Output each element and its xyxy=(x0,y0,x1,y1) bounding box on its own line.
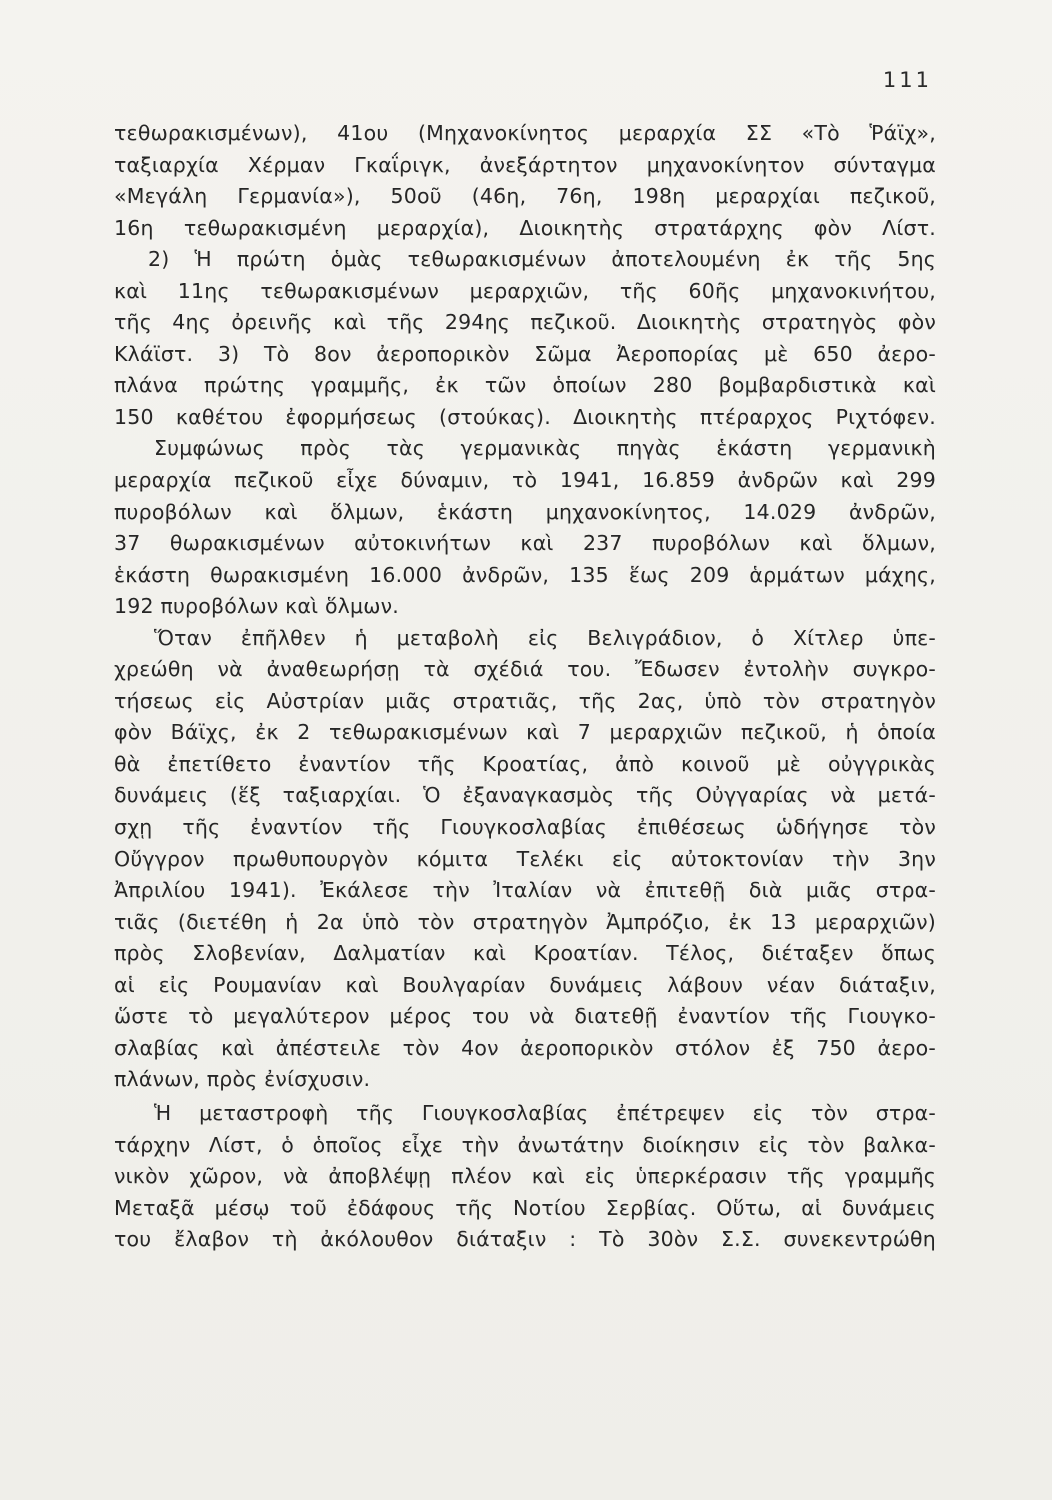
text-line: Ἀπριλίου 1941). Ἐκάλεσε τὴν Ἰταλίαν νὰ ἐπιτεθῇ διὰ μιᾶς στρα- xyxy=(114,878,936,903)
text-line: 16η τεθωρακισμένη μεραρχία), Διοικητὴς στρατάρχης φὸν Λίστ. xyxy=(114,215,936,240)
text-line: σλαβίας καὶ ἀπέστειλε τὸν 4ον ἀεροπορικὸν στόλον ἐξ 750 ἀερο- xyxy=(114,1035,936,1060)
text-line: Οὔγγρον πρωθυπουργὸν κόμιτα Τελέκι εἰς αὐτοκτονίαν τὴν 3ην xyxy=(114,846,936,871)
text-line: ἑκάστη θωρακισμένη 16.000 ἀνδρῶν, 135 ἕως 209 ἁρμάτων μάχης, xyxy=(114,562,936,587)
text-line: Μεταξᾶ μέσῳ τοῦ ἐδάφους τῆς Νοτίου Σερβίας. Οὕτω, αἱ δυνάμεις xyxy=(114,1195,936,1220)
text-line: δυνάμεις (ἕξ ταξιαρχίαι. Ὁ ἐξαναγκασμὸς τῆς Οὐγγαρίας νὰ μετά- xyxy=(114,783,936,808)
text-line: πλάνα πρώτης γραμμῆς, ἐκ τῶν ὁποίων 280 βομβαρδιστικὰ καὶ xyxy=(114,373,936,398)
text-line: σχῃ τῆς ἐναντίον τῆς Γιουγκοσλαβίας ἐπιθέσεως ὡδήγησε τὸν xyxy=(114,815,936,840)
text-line: Συμφώνως πρὸς τὰς γερμανικὰς πηγὰς ἑκάστη γερμανικὴ xyxy=(154,436,936,461)
text-line: του ἔλαβον τὴ ἀκόλουθον διάταξιν : Τὸ 30ὸν Σ.Σ. συνεκεντρώθη xyxy=(114,1227,936,1252)
text-line: τήσεως εἰς Αὐστρίαν μιᾶς στρατιᾶς, τῆς 2ας, ὑπὸ τὸν στρατηγὸν xyxy=(114,688,936,713)
text-line: ταξιαρχία Χέρμαν Γκαΐριγκ, ἀνεξάρτητον μηχανοκίνητον σύνταγμα xyxy=(114,152,936,177)
text-line: τῆς 4ης ὀρεινῆς καὶ τῆς 294ης πεζικοῦ. Διοικητὴς στρατηγὸς φὸν xyxy=(114,310,936,335)
text-line: μεραρχία πεζικοῦ εἶχε δύναμιν, τὸ 1941, 16.859 ἀνδρῶν καὶ 299 xyxy=(114,468,936,493)
text-line: πρὸς Σλοβενίαν, Δαλματίαν καὶ Κροατίαν. Τέλος, διέταξεν ὅπως xyxy=(114,941,936,966)
text-line: «Μεγάλη Γερμανία»), 50οῦ (46η, 76η, 198η μεραρχίαι πεζικοῦ, xyxy=(114,184,936,209)
text-line: 37 θωρακισμένων αὐτοκινήτων καὶ 237 πυροβόλων καὶ ὅλμων, xyxy=(114,531,936,556)
text-line: Κλάϊστ. 3) Τὸ 8ον ἀεροπορικὸν Σῶμα Ἀεροπορίας μὲ 650 ἀερο- xyxy=(114,341,936,366)
text-line: καὶ 11ης τεθωρακισμένων μεραρχιῶν, τῆς 60ῆς μηχανοκινήτου, xyxy=(114,278,936,303)
text-line: πυροβόλων καὶ ὅλμων, ἑκάστη μηχανοκίνητος, 14.029 ἀνδρῶν, xyxy=(114,499,936,524)
body-text xyxy=(114,118,936,1256)
text-line: χρεώθη νὰ ἀναθεωρήσῃ τὰ σχέδιά του. Ἔδωσεν ἐντολὴν συγκρο- xyxy=(114,657,936,682)
text-line: ὥστε τὸ μεγαλύτερον μέρος του νὰ διατεθῇ ἐναντίον τῆς Γιουγκο- xyxy=(114,1004,936,1029)
text-line: τιᾶς (διετέθη ἡ 2α ὑπὸ τὸν στρατηγὸν Ἀμπρόζιο, ἐκ 13 μεραρχιῶν) xyxy=(114,909,936,934)
text-line: θὰ ἐπετίθετο ἐναντίον τῆς Κροατίας, ἀπὸ κοινοῦ μὲ οὐγγρικὰς xyxy=(114,751,936,776)
text-line: 150 καθέτου ἐφορμήσεως (στούκας). Διοικητὴς πτέραρχος Ριχτόφεν. xyxy=(114,404,936,429)
text-line: Ὅταν ἐπῆλθεν ἡ μεταβολὴ εἰς Βελιγράδιον, ὁ Χίτλερ ὑπε- xyxy=(154,625,936,650)
page-number: 111 xyxy=(882,68,932,92)
text-line: αἱ εἰς Ρουμανίαν καὶ Βουλγαρίαν δυνάμεις λάβουν νέαν διάταξιν, xyxy=(114,972,936,997)
text-line: 192 πυροβόλων καὶ ὅλμων. xyxy=(114,594,399,619)
text-line: τεθωρακισμένων), 41ου (Μηχανοκίνητος μεραρχία ΣΣ «Τὸ Ῥάϊχ», xyxy=(114,121,936,145)
text-line: Ἡ μεταστροφὴ τῆς Γιουγκοσλαβίας ἐπέτρεψεν εἰς τὸν στρα- xyxy=(154,1100,936,1125)
text-line: νικὸν χῶρον, νὰ ἀποβλέψῃ πλέον καὶ εἰς ὑπερκέρασιν τῆς γραμμῆς xyxy=(114,1164,936,1189)
text-line: τάρχην Λίστ, ὁ ὁποῖος εἶχε τὴν ἀνωτάτην διοίκησιν εἰς τὸν βαλκα- xyxy=(114,1132,936,1157)
text-line: 2) Ἡ πρώτη ὁμὰς τεθωρακισμένων ἀποτελουμένη ἐκ τῆς 5ης xyxy=(148,247,936,272)
text-line: φὸν Βάϊχς, ἐκ 2 τεθωρακισμένων καὶ 7 μεραρχιῶν πεζικοῦ, ἡ ὁποία xyxy=(114,720,936,745)
text-line: πλάνων, πρὸς ἐνίσχυσιν. xyxy=(114,1067,371,1092)
